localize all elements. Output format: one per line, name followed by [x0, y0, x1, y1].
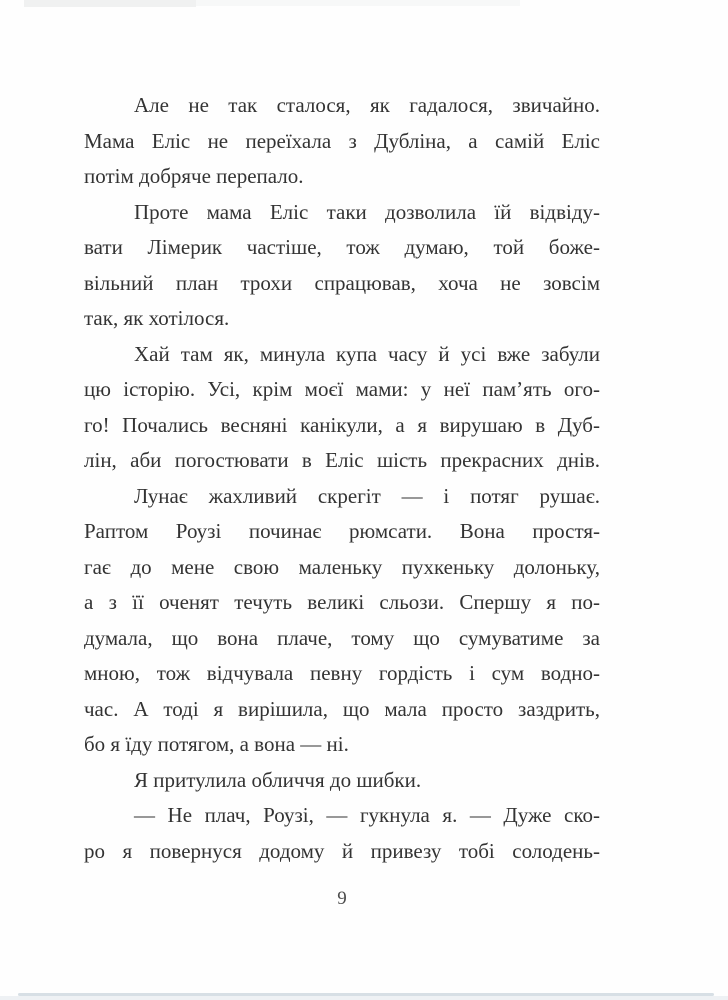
page-number: 9	[337, 888, 347, 909]
text-line: а з її оченят течуть великі сльози. Спершу я по-	[84, 590, 600, 614]
text-line: Я притулила обличчя до шибки.	[134, 767, 422, 792]
text-line: Проте мама Еліс таки дозволила їй відвіду-	[134, 199, 600, 224]
text-line: Лунає жахливий скрегіт — і потяг рушає.	[134, 483, 600, 508]
text-line: Але не так сталося, як гадалося, звичайно.	[134, 93, 600, 117]
text-line: ро я повернуся додому й привезу тобі солодень-	[84, 838, 600, 863]
scan-artifact-top-fade	[196, 0, 520, 6]
text-line: так, як хотілося.	[84, 306, 230, 330]
text-line: Хай там як, минула купа часу й усі вже забули	[134, 341, 600, 366]
text-line: вільний план трохи спрацював, хоча не зовсім	[84, 270, 600, 295]
scan-artifact-top-left	[24, 0, 196, 7]
text-line: мною, тож відчувала певну гордість і сум водно-	[84, 661, 600, 685]
text-line: вати Лімерик частіше, тож думаю, той боже-	[84, 235, 600, 259]
scan-artifact-bottom-strip	[0, 996, 728, 1000]
text-line: Раптом Роузі починає рюмсати. Вона простя-	[84, 519, 600, 543]
text-line: — Не плач, Роузі, — гукнула я. — Дуже ско-	[134, 803, 600, 827]
text-line: час. А тоді я вирішила, що мала просто заздрить,	[84, 696, 600, 721]
text-line: цю історію. Усі, крім моєї мами: у неї пам’ять ого-	[84, 377, 600, 401]
paragraphs	[84, 88, 600, 869]
text-line: Мама Еліс не переїхала з Дубліна, а самій Еліс	[84, 128, 600, 153]
text-line: потім добряче перепало.	[84, 164, 304, 188]
body-text	[84, 88, 600, 869]
text-line: думала, що вона плаче, тому що сумуватиме за	[84, 625, 600, 650]
text-line: го! Почались весняні канікули, а я вирушаю в Дуб-	[84, 412, 600, 437]
text-line: гає до мене свою маленьку пухкеньку долоньку,	[84, 554, 600, 579]
text-line: лін, аби погостювати в Еліс шість прекрасних днів.	[84, 448, 600, 472]
text-line: бо я їду потягом, а вона — ні.	[84, 732, 349, 756]
